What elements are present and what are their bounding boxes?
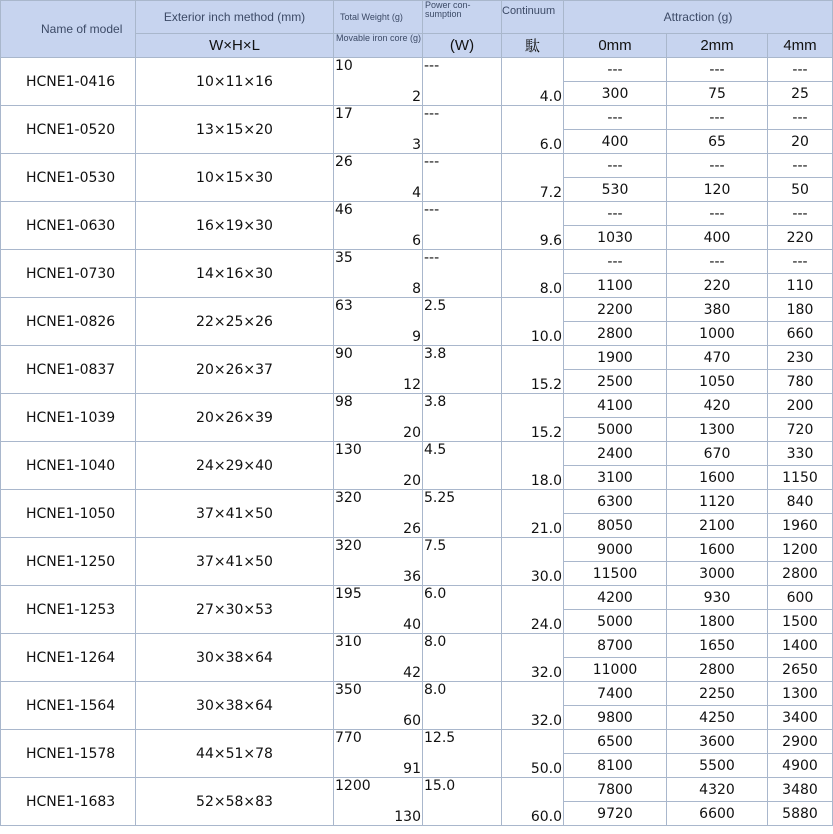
attraction-2mm-cell: 1600 [667, 538, 768, 562]
dimension-cell: 30×38×64 [136, 634, 334, 682]
movable-core-cell: 8 [334, 274, 423, 298]
table-row [1, 634, 833, 658]
continuum-cell: 32.0 [502, 658, 564, 682]
total-weight-cell: 46 [334, 202, 423, 226]
continuum-cell: 60.0 [502, 802, 564, 826]
attraction-2mm-cell: 420 [667, 394, 768, 418]
dimension-cell: 37×41×50 [136, 490, 334, 538]
continuum-spacer [502, 682, 564, 706]
power-spacer [423, 610, 502, 634]
continuum-spacer [502, 442, 564, 466]
total-weight-cell: 310 [334, 634, 423, 658]
table-row [1, 442, 833, 466]
model-cell: HCNE1-1040 [1, 442, 136, 490]
total-weight-cell: 17 [334, 106, 423, 130]
header-attraction: Attraction (g) [564, 1, 833, 34]
table-row [1, 250, 833, 274]
dimension-cell: 27×30×53 [136, 586, 334, 634]
attraction-2mm-cell: 3000 [667, 562, 768, 586]
attraction-4mm-cell: 220 [768, 226, 833, 250]
attraction-4mm-cell: 1200 [768, 538, 833, 562]
attraction-4mm-cell: 1400 [768, 634, 833, 658]
attraction-0mm-cell: 9800 [564, 706, 667, 730]
continuum-cell: 15.2 [502, 418, 564, 442]
continuum-spacer [502, 586, 564, 610]
table-header [1, 1, 833, 58]
total-weight-cell: 350 [334, 682, 423, 706]
attraction-4mm-cell: 50 [768, 178, 833, 202]
table-row [1, 490, 833, 514]
attraction-4mm-cell: 230 [768, 346, 833, 370]
dimension-cell: 16×19×30 [136, 202, 334, 250]
header-movable-core: Movable iron core (g) [334, 34, 423, 58]
continuum-cell: 24.0 [502, 610, 564, 634]
attraction-0mm-cell: 4200 [564, 586, 667, 610]
model-cell: HCNE1-0416 [1, 58, 136, 106]
attraction-0mm-cell: 3100 [564, 466, 667, 490]
movable-core-cell: 3 [334, 130, 423, 154]
attraction-2mm-cell: 2250 [667, 682, 768, 706]
attraction-2mm-cell: 120 [667, 178, 768, 202]
attraction-2mm-cell: 470 [667, 346, 768, 370]
model-cell: HCNE1-0826 [1, 298, 136, 346]
header-att-4mm: 4mm [768, 34, 833, 58]
attraction-4mm-cell: 2900 [768, 730, 833, 754]
power-spacer [423, 82, 502, 106]
attraction-2mm-cell: 2800 [667, 658, 768, 682]
attraction-2mm-cell: 65 [667, 130, 768, 154]
continuum-cell: 50.0 [502, 754, 564, 778]
continuum-cell: 8.0 [502, 274, 564, 298]
attraction-0mm-cell: 5000 [564, 610, 667, 634]
continuum-spacer [502, 202, 564, 226]
attraction-2mm-cell: 1600 [667, 466, 768, 490]
attraction-4mm-cell: 110 [768, 274, 833, 298]
model-cell: HCNE1-1564 [1, 682, 136, 730]
attraction-4mm-cell: --- [768, 106, 833, 130]
table-body [1, 58, 833, 826]
continuum-cell: 30.0 [502, 562, 564, 586]
header-power-unit: (W) [423, 34, 502, 58]
power-spacer [423, 514, 502, 538]
continuum-cell: 18.0 [502, 466, 564, 490]
continuum-cell: 21.0 [502, 514, 564, 538]
continuum-spacer [502, 106, 564, 130]
total-weight-cell: 63 [334, 298, 423, 322]
power-spacer [423, 562, 502, 586]
table-row [1, 682, 833, 706]
attraction-2mm-cell: --- [667, 202, 768, 226]
movable-core-cell: 42 [334, 658, 423, 682]
attraction-2mm-cell: 3600 [667, 730, 768, 754]
attraction-4mm-cell: 5880 [768, 802, 833, 826]
attraction-0mm-cell: 2200 [564, 298, 667, 322]
power-cell: 8.0 [423, 682, 502, 706]
attraction-0mm-cell: 8050 [564, 514, 667, 538]
attraction-0mm-cell: 400 [564, 130, 667, 154]
table-row [1, 298, 833, 322]
continuum-spacer [502, 538, 564, 562]
model-cell: HCNE1-1253 [1, 586, 136, 634]
attraction-2mm-cell: 1650 [667, 634, 768, 658]
attraction-2mm-cell: 5500 [667, 754, 768, 778]
continuum-spacer [502, 634, 564, 658]
power-cell: --- [423, 250, 502, 274]
movable-core-cell: 36 [334, 562, 423, 586]
attraction-2mm-cell: 220 [667, 274, 768, 298]
total-weight-cell: 320 [334, 490, 423, 514]
power-spacer [423, 322, 502, 346]
header-total-weight: Total Weight (g) [334, 1, 423, 34]
total-weight-cell: 26 [334, 154, 423, 178]
attraction-0mm-cell: 5000 [564, 418, 667, 442]
dimension-cell: 22×25×26 [136, 298, 334, 346]
table-row [1, 202, 833, 226]
dimension-cell: 37×41×50 [136, 538, 334, 586]
attraction-4mm-cell: 1150 [768, 466, 833, 490]
movable-core-cell: 2 [334, 82, 423, 106]
power-cell: 4.5 [423, 442, 502, 466]
attraction-4mm-cell: 720 [768, 418, 833, 442]
power-cell: 2.5 [423, 298, 502, 322]
movable-core-cell: 20 [334, 466, 423, 490]
attraction-4mm-cell: --- [768, 58, 833, 82]
attraction-4mm-cell: 180 [768, 298, 833, 322]
attraction-4mm-cell: 20 [768, 130, 833, 154]
attraction-2mm-cell: 1000 [667, 322, 768, 346]
model-cell: HCNE1-0730 [1, 250, 136, 298]
dimension-cell: 14×16×30 [136, 250, 334, 298]
model-cell: HCNE1-1683 [1, 778, 136, 826]
attraction-0mm-cell: 4100 [564, 394, 667, 418]
attraction-2mm-cell: 1120 [667, 490, 768, 514]
attraction-0mm-cell: 8700 [564, 634, 667, 658]
attraction-4mm-cell: 780 [768, 370, 833, 394]
attraction-4mm-cell: 840 [768, 490, 833, 514]
attraction-4mm-cell: 25 [768, 82, 833, 106]
attraction-2mm-cell: 400 [667, 226, 768, 250]
power-spacer [423, 130, 502, 154]
continuum-cell: 4.0 [502, 82, 564, 106]
dimension-cell: 20×26×39 [136, 394, 334, 442]
continuum-spacer [502, 58, 564, 82]
attraction-4mm-cell: 1300 [768, 682, 833, 706]
attraction-2mm-cell: 75 [667, 82, 768, 106]
total-weight-cell: 90 [334, 346, 423, 370]
power-cell: 8.0 [423, 634, 502, 658]
power-cell: 6.0 [423, 586, 502, 610]
model-cell: HCNE1-1250 [1, 538, 136, 586]
power-cell: 5.25 [423, 490, 502, 514]
dimension-cell: 44×51×78 [136, 730, 334, 778]
total-weight-cell: 35 [334, 250, 423, 274]
movable-core-cell: 91 [334, 754, 423, 778]
power-spacer [423, 754, 502, 778]
continuum-cell: 7.2 [502, 178, 564, 202]
power-cell: --- [423, 154, 502, 178]
attraction-4mm-cell: --- [768, 250, 833, 274]
attraction-2mm-cell: 6600 [667, 802, 768, 826]
attraction-4mm-cell: --- [768, 154, 833, 178]
movable-core-cell: 12 [334, 370, 423, 394]
total-weight-cell: 1200 [334, 778, 423, 802]
model-cell: HCNE1-1578 [1, 730, 136, 778]
header-att-0mm: 0mm [564, 34, 667, 58]
header-continuum: Continuum [502, 1, 564, 34]
table-row [1, 394, 833, 418]
attraction-0mm-cell: 7400 [564, 682, 667, 706]
attraction-2mm-cell: 1050 [667, 370, 768, 394]
attraction-0mm-cell: 6500 [564, 730, 667, 754]
table-row [1, 586, 833, 610]
power-spacer [423, 706, 502, 730]
attraction-0mm-cell: --- [564, 106, 667, 130]
power-spacer [423, 466, 502, 490]
total-weight-cell: 195 [334, 586, 423, 610]
power-spacer [423, 178, 502, 202]
total-weight-cell: 130 [334, 442, 423, 466]
continuum-spacer [502, 730, 564, 754]
continuum-spacer [502, 298, 564, 322]
attraction-0mm-cell: 300 [564, 82, 667, 106]
header-name-of-model: Name of model [1, 1, 136, 58]
model-cell: HCNE1-0520 [1, 106, 136, 154]
attraction-2mm-cell: --- [667, 58, 768, 82]
table-row [1, 538, 833, 562]
power-cell: --- [423, 106, 502, 130]
power-spacer [423, 802, 502, 826]
attraction-4mm-cell: 200 [768, 394, 833, 418]
power-cell: 3.8 [423, 394, 502, 418]
attraction-2mm-cell: 1800 [667, 610, 768, 634]
movable-core-cell: 40 [334, 610, 423, 634]
continuum-cell: 10.0 [502, 322, 564, 346]
attraction-0mm-cell: 6300 [564, 490, 667, 514]
attraction-2mm-cell: 670 [667, 442, 768, 466]
table-row [1, 346, 833, 370]
power-cell: --- [423, 202, 502, 226]
attraction-0mm-cell: 1030 [564, 226, 667, 250]
dimension-cell: 13×15×20 [136, 106, 334, 154]
attraction-2mm-cell: 2100 [667, 514, 768, 538]
header-exterior: Exterior inch method (mm) [136, 1, 334, 34]
continuum-spacer [502, 490, 564, 514]
total-weight-cell: 320 [334, 538, 423, 562]
attraction-0mm-cell: 530 [564, 178, 667, 202]
continuum-spacer [502, 394, 564, 418]
continuum-spacer [502, 778, 564, 802]
attraction-2mm-cell: --- [667, 154, 768, 178]
attraction-2mm-cell: --- [667, 106, 768, 130]
model-cell: HCNE1-0837 [1, 346, 136, 394]
attraction-0mm-cell: 9720 [564, 802, 667, 826]
total-weight-cell: 98 [334, 394, 423, 418]
header-continuum-glyph: 駄 [502, 34, 564, 58]
dimension-cell: 30×38×64 [136, 682, 334, 730]
attraction-4mm-cell: 2800 [768, 562, 833, 586]
continuum-spacer [502, 154, 564, 178]
model-cell: HCNE1-0530 [1, 154, 136, 202]
attraction-2mm-cell: 380 [667, 298, 768, 322]
movable-core-cell: 60 [334, 706, 423, 730]
attraction-0mm-cell: 2400 [564, 442, 667, 466]
power-spacer [423, 226, 502, 250]
attraction-4mm-cell: 3480 [768, 778, 833, 802]
dimension-cell: 24×29×40 [136, 442, 334, 490]
continuum-cell: 15.2 [502, 370, 564, 394]
attraction-0mm-cell: 8100 [564, 754, 667, 778]
model-cell: HCNE1-0630 [1, 202, 136, 250]
power-cell: --- [423, 58, 502, 82]
movable-core-cell: 26 [334, 514, 423, 538]
attraction-4mm-cell: 1500 [768, 610, 833, 634]
attraction-0mm-cell: 2800 [564, 322, 667, 346]
movable-core-cell: 9 [334, 322, 423, 346]
header-power: Power con- sumption [423, 1, 502, 34]
attraction-0mm-cell: 11500 [564, 562, 667, 586]
attraction-4mm-cell: 2650 [768, 658, 833, 682]
attraction-4mm-cell: --- [768, 202, 833, 226]
power-spacer [423, 274, 502, 298]
attraction-0mm-cell: --- [564, 58, 667, 82]
movable-core-cell: 6 [334, 226, 423, 250]
power-cell: 3.8 [423, 346, 502, 370]
table-row [1, 58, 833, 82]
attraction-0mm-cell: 1900 [564, 346, 667, 370]
attraction-2mm-cell: 1300 [667, 418, 768, 442]
model-cell: HCNE1-1264 [1, 634, 136, 682]
attraction-4mm-cell: 4900 [768, 754, 833, 778]
power-cell: 7.5 [423, 538, 502, 562]
table-row [1, 154, 833, 178]
table-row [1, 778, 833, 802]
header-att-2mm: 2mm [667, 34, 768, 58]
continuum-spacer [502, 250, 564, 274]
attraction-4mm-cell: 1960 [768, 514, 833, 538]
table-row [1, 730, 833, 754]
attraction-0mm-cell: 2500 [564, 370, 667, 394]
model-cell: HCNE1-1039 [1, 394, 136, 442]
movable-core-cell: 20 [334, 418, 423, 442]
movable-core-cell: 130 [334, 802, 423, 826]
continuum-cell: 6.0 [502, 130, 564, 154]
continuum-cell: 9.6 [502, 226, 564, 250]
attraction-0mm-cell: --- [564, 250, 667, 274]
movable-core-cell: 4 [334, 178, 423, 202]
attraction-0mm-cell: 11000 [564, 658, 667, 682]
attraction-2mm-cell: 930 [667, 586, 768, 610]
attraction-4mm-cell: 600 [768, 586, 833, 610]
continuum-spacer [502, 346, 564, 370]
attraction-0mm-cell: 1100 [564, 274, 667, 298]
table-row [1, 106, 833, 130]
attraction-0mm-cell: 7800 [564, 778, 667, 802]
attraction-0mm-cell: --- [564, 154, 667, 178]
power-cell: 15.0 [423, 778, 502, 802]
attraction-2mm-cell: 4250 [667, 706, 768, 730]
power-spacer [423, 658, 502, 682]
attraction-2mm-cell: --- [667, 250, 768, 274]
power-cell: 12.5 [423, 730, 502, 754]
power-spacer [423, 370, 502, 394]
dimension-cell: 10×15×30 [136, 154, 334, 202]
power-spacer [423, 418, 502, 442]
dimension-cell: 10×11×16 [136, 58, 334, 106]
total-weight-cell: 770 [334, 730, 423, 754]
dimension-cell: 52×58×83 [136, 778, 334, 826]
header-exterior-sub: W×H×L [136, 34, 334, 58]
attraction-0mm-cell: 9000 [564, 538, 667, 562]
attraction-4mm-cell: 660 [768, 322, 833, 346]
attraction-4mm-cell: 3400 [768, 706, 833, 730]
attraction-2mm-cell: 4320 [667, 778, 768, 802]
attraction-4mm-cell: 330 [768, 442, 833, 466]
attraction-0mm-cell: --- [564, 202, 667, 226]
model-cell: HCNE1-1050 [1, 490, 136, 538]
continuum-cell: 32.0 [502, 706, 564, 730]
total-weight-cell: 10 [334, 58, 423, 82]
dimension-cell: 20×26×37 [136, 346, 334, 394]
